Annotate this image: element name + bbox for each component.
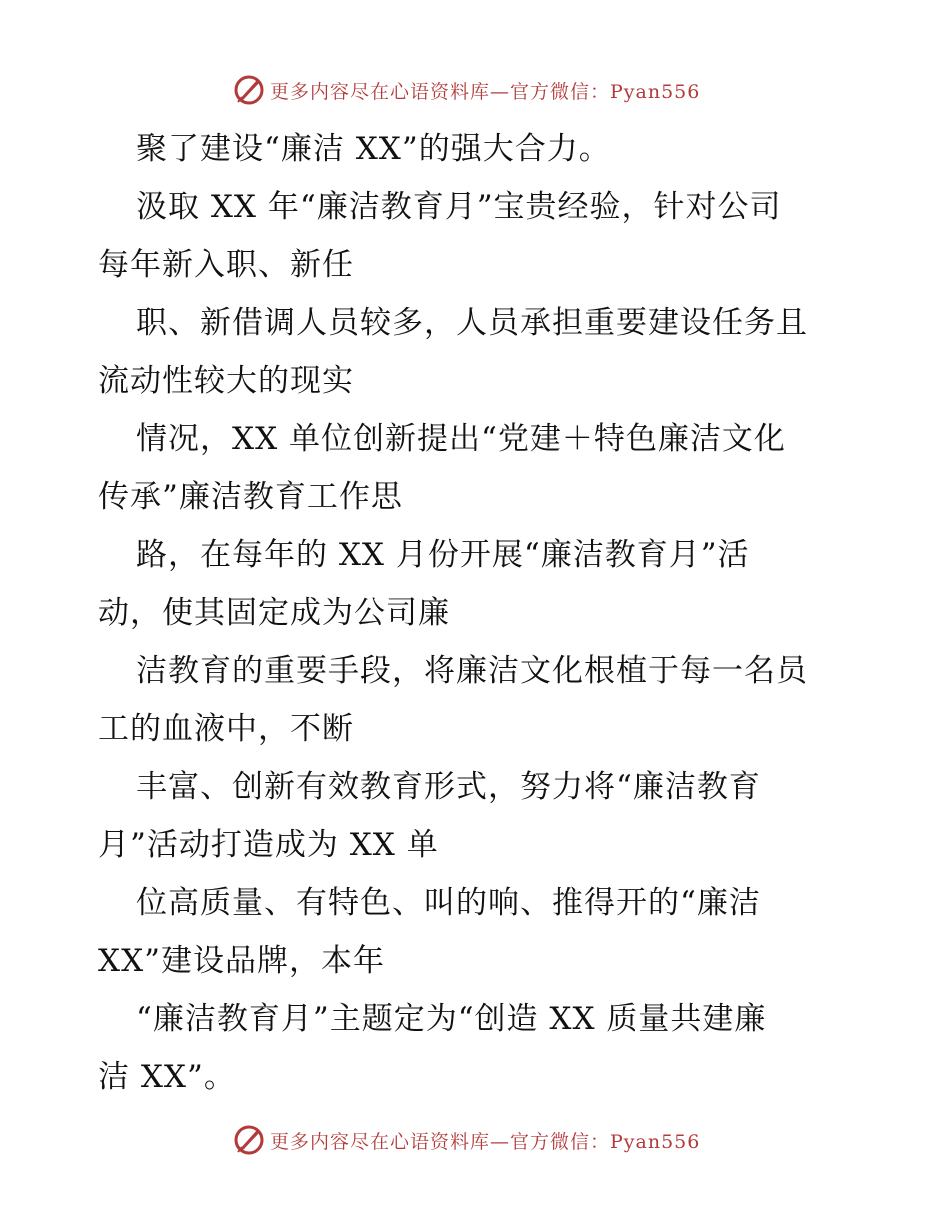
text-line: 工的血液中，不断 [98, 711, 354, 747]
text-line: 情况，XX 单位创新提出“党建＋特色廉洁文化 [136, 421, 786, 457]
quill-logo-icon [232, 1123, 266, 1157]
text-line: XX”建设品牌，本年 [98, 943, 385, 979]
text-line: 洁教育的重要手段，将廉洁文化根植于每一名员 [136, 653, 808, 689]
header-banner-content [232, 70, 700, 110]
header-banner [0, 70, 950, 110]
text-line: 聚了建设“廉洁 XX”的强大合力。 [136, 131, 611, 167]
text-line: 传承”廉洁教育工作思 [98, 479, 403, 515]
quill-logo-icon [232, 73, 266, 107]
document-body [98, 120, 858, 1106]
text-line: 丰富、创新有效教育形式，努力将“廉洁教育 [136, 769, 761, 805]
text-line: 汲取 XX 年“廉洁教育月”宝贵经验，针对公司 [136, 189, 782, 225]
text-line: 职、新借调人员较多，人员承担重要建设任务且 [136, 305, 808, 341]
footer-banner-text: 更多内容尽在心语资料库—官方微信：Pyan556 [270, 1130, 701, 1153]
text-line: 洁 XX”。 [98, 1059, 236, 1095]
text-line: 动，使其固定成为公司廉 [98, 595, 450, 631]
text-line: 月”活动打造成为 XX 单 [98, 827, 439, 863]
text-line: 位高质量、有特色、叫的响、推得开的“廉洁 [136, 885, 761, 921]
text-line: 路，在每年的 XX 月份开展“廉洁教育月”活 [136, 537, 750, 573]
header-banner-text: 更多内容尽在心语资料库—官方微信：Pyan556 [270, 80, 701, 103]
text-line: 每年新入职、新任 [98, 247, 354, 283]
text-line: “廉洁教育月”主题定为“创造 XX 质量共建廉 [136, 1001, 767, 1037]
text-line: 流动性较大的现实 [98, 363, 354, 399]
footer-banner-content [232, 1120, 700, 1160]
footer-banner [0, 1120, 950, 1160]
